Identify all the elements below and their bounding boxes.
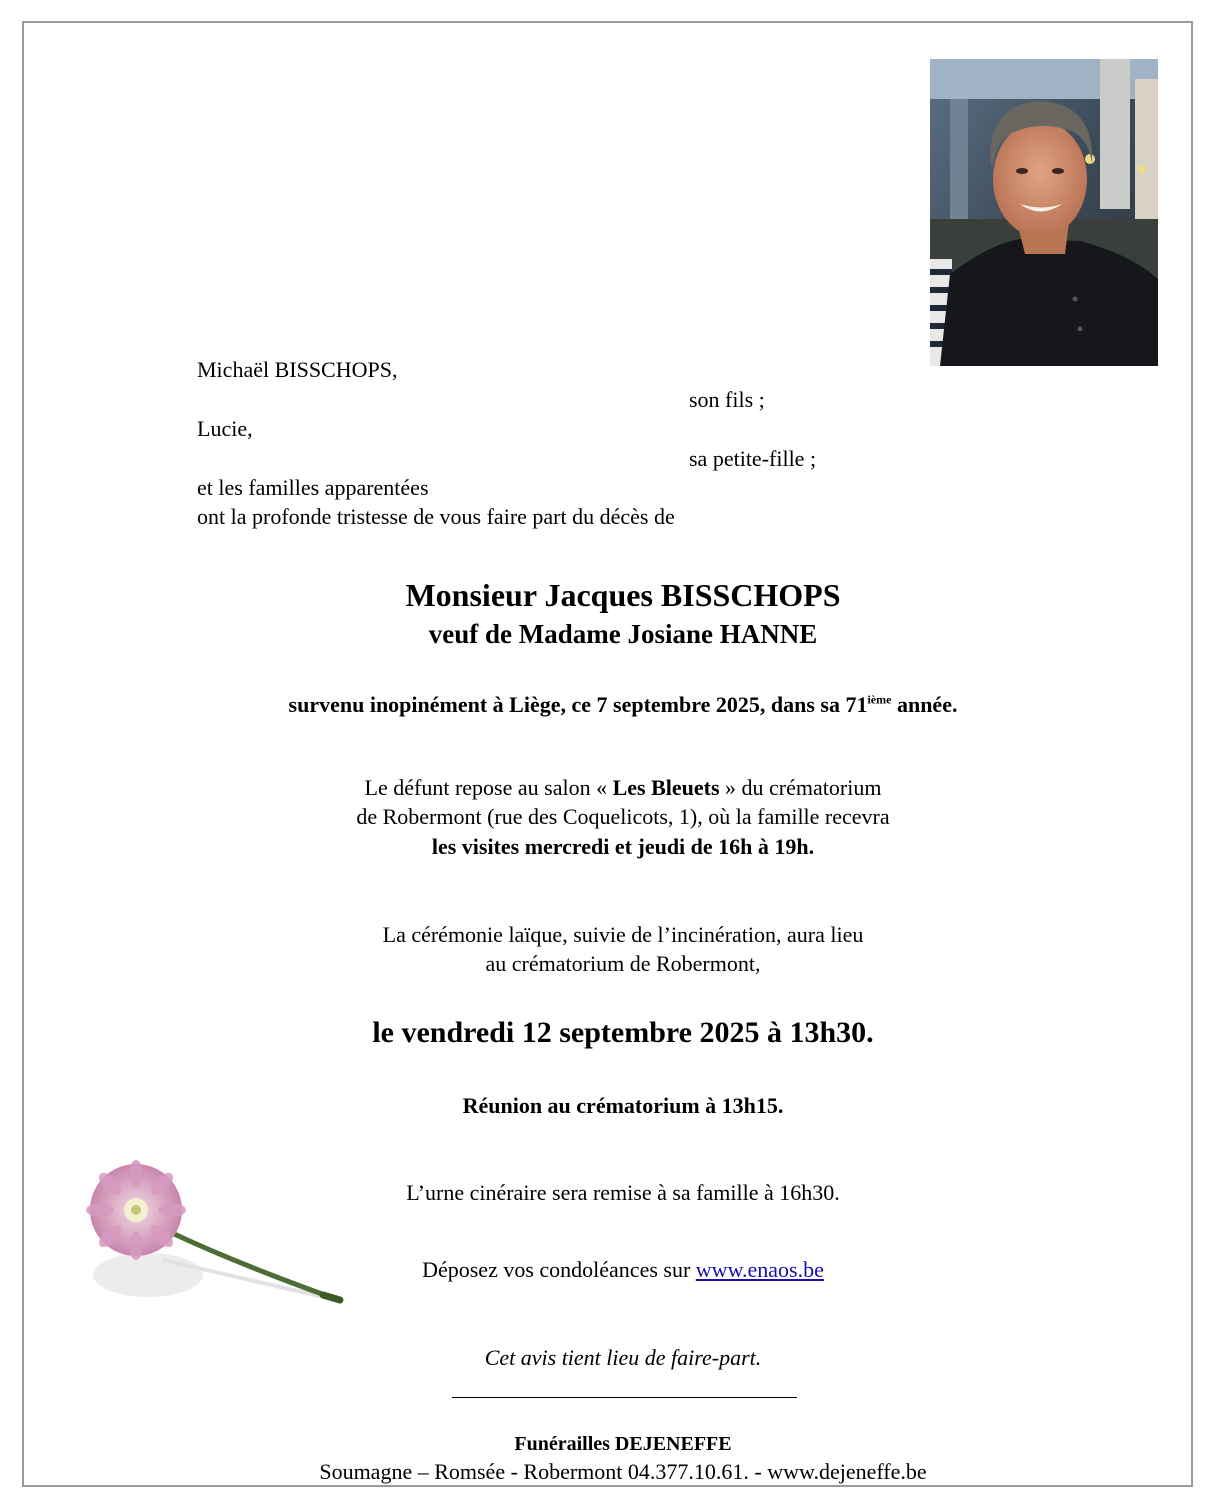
flower-icon <box>78 1150 348 1320</box>
meeting-time: Réunion au crématorium à 13h15. <box>462 1093 784 1118</box>
divider-line <box>452 1397 797 1398</box>
portrait-photo <box>930 59 1158 366</box>
notice-text: Cet avis tient lieu de faire-part. <box>484 1345 762 1370</box>
family-relatives: et les familles apparentées <box>197 475 429 500</box>
family-son-relation: son fils ; <box>689 387 765 412</box>
salon-name: Les Bleuets <box>612 775 720 800</box>
widower-line: veuf de Madame Josiane HANNE <box>428 619 818 649</box>
condolences-link[interactable]: www.enaos.be <box>695 1257 824 1282</box>
family-granddaughter-relation: sa petite-fille ; <box>689 446 817 471</box>
deceased-name: Monsieur Jacques BISSCHOPS <box>405 577 841 613</box>
visiting-hours: les visites mercredi et jeudi de 16h à 19h. <box>431 834 815 859</box>
family-son-name: Michaël BISSCHOPS, <box>197 357 398 382</box>
condolences-line: Déposez vos condoléances sur www.enaos.be <box>422 1257 824 1282</box>
ceremony-date: le vendredi 12 septembre 2025 à 13h30. <box>372 1016 874 1049</box>
repose-line-2: de Robermont (rue des Coquelicots, 1), où la famille recevra <box>356 804 890 829</box>
footer-details: Soumagne – Romsée - Robermont 04.377.10.61. - www.dejeneffe.be <box>319 1459 927 1484</box>
footer-company: Funérailles DEJENEFFE <box>514 1433 732 1455</box>
repose-line-1: Le défunt repose au salon « Les Bleuets » du crématorium <box>364 775 882 800</box>
death-details: survenu inopinément à Liège, ce 7 septembre 2025, dans sa 71ième année. <box>288 692 958 717</box>
ceremony-line-1: La cérémonie laïque, suivie de l’incinération, aura lieu <box>382 922 864 947</box>
ceremony-line-2: au crématorium de Robermont, <box>485 951 761 976</box>
family-granddaughter-name: Lucie, <box>197 416 253 441</box>
announcement-line: ont la profonde tristesse de vous faire part du décès de <box>197 504 675 529</box>
urn-info: L’urne cinéraire sera remise à sa famille à 16h30. <box>406 1180 840 1205</box>
